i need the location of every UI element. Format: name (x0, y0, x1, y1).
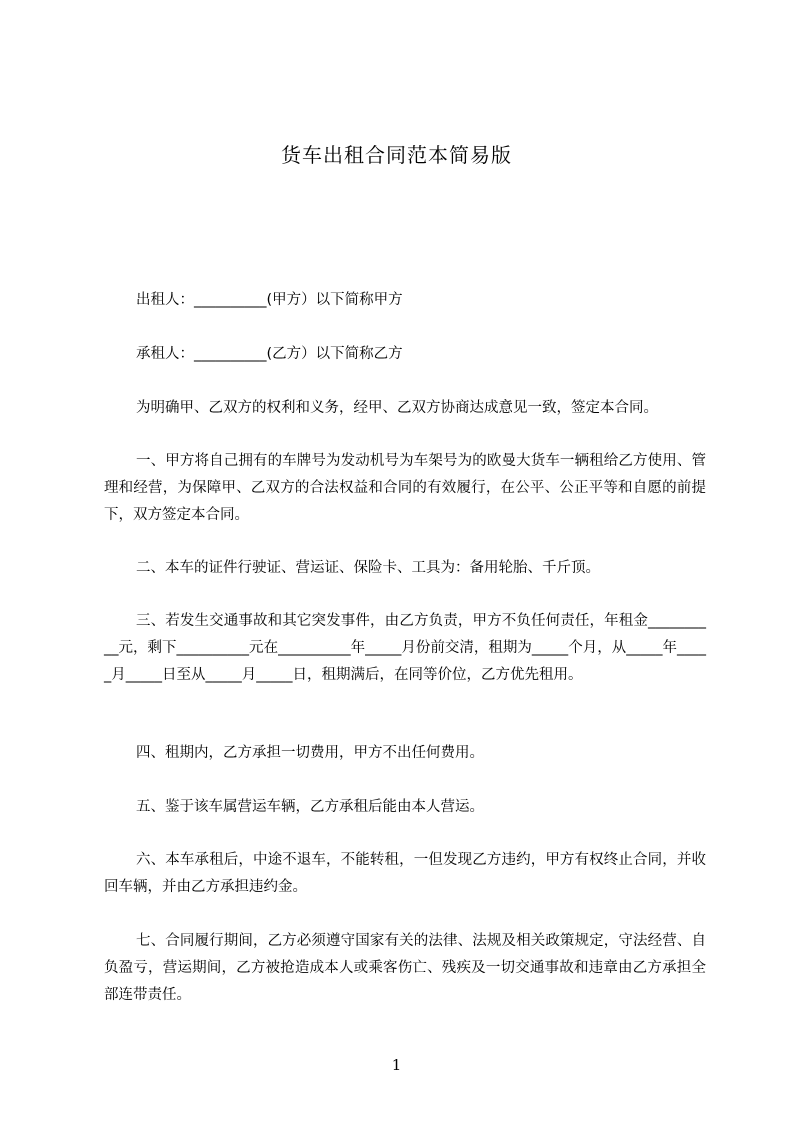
paragraph-preamble: 为明确甲、乙双方的权利和义务，经甲、乙双方协商达成意见一致，签定本合同。 (136, 400, 658, 416)
paragraph-clause-3: 三、若发生交通事故和其它突发事件，由乙方负责，甲方不负任何责任，年租金__________元，剩下__________元在__________年_____月份前交清，租期为_____个月，从_____年_____月_____日至从_____月_____日，租期满后，在同等价位，乙方优先租用。 (104, 613, 706, 683)
paragraph-clause-6: 六、本车承租后，中途不退车，不能转租，一但发现乙方违约，甲方有权终止合同，并收回车辆，并由乙方承担违约金。 (104, 852, 706, 895)
paragraph-lessor: 出租人：__________(甲方）以下简称甲方 (136, 292, 403, 308)
paragraph-clause-2: 二、本车的证件行驶证、营运证、保险卡、工具为：备用轮胎、千斤顶。 (136, 560, 600, 576)
page-number: 1 (391, 1056, 402, 1074)
paragraph-clause-1: 一、甲方将自己拥有的车牌号为发动机号为车架号为的欧曼大货车一辆租给乙方使用、管理和经营，为保障甲、乙双方的合法权益和合同的有效履行，在公平、公正平等和自愿的前提下，双方签定本合同。 (104, 453, 706, 523)
paragraph-clause-5: 五、鉴于该车属营运车辆，乙方承租后能由本人营运。 (136, 799, 484, 815)
paragraph-clause-4: 四、租期内，乙方承担一切费用，甲方不出任何费用。 (136, 745, 484, 761)
paragraph-clause-7: 七、合同履行期间，乙方必须遵守国家有关的法律、法规及相关政策规定，守法经营、自负盈亏，营运期间，乙方被抢造成本人或乘客伤亡、残疾及一切交通事故和违章由乙方承担全部连带责任。 (104, 933, 706, 1003)
document-title: 货车出租合同范本简易版 (281, 143, 512, 167)
paragraph-lessee: 承租人：__________(乙方）以下简称乙方 (136, 346, 403, 362)
